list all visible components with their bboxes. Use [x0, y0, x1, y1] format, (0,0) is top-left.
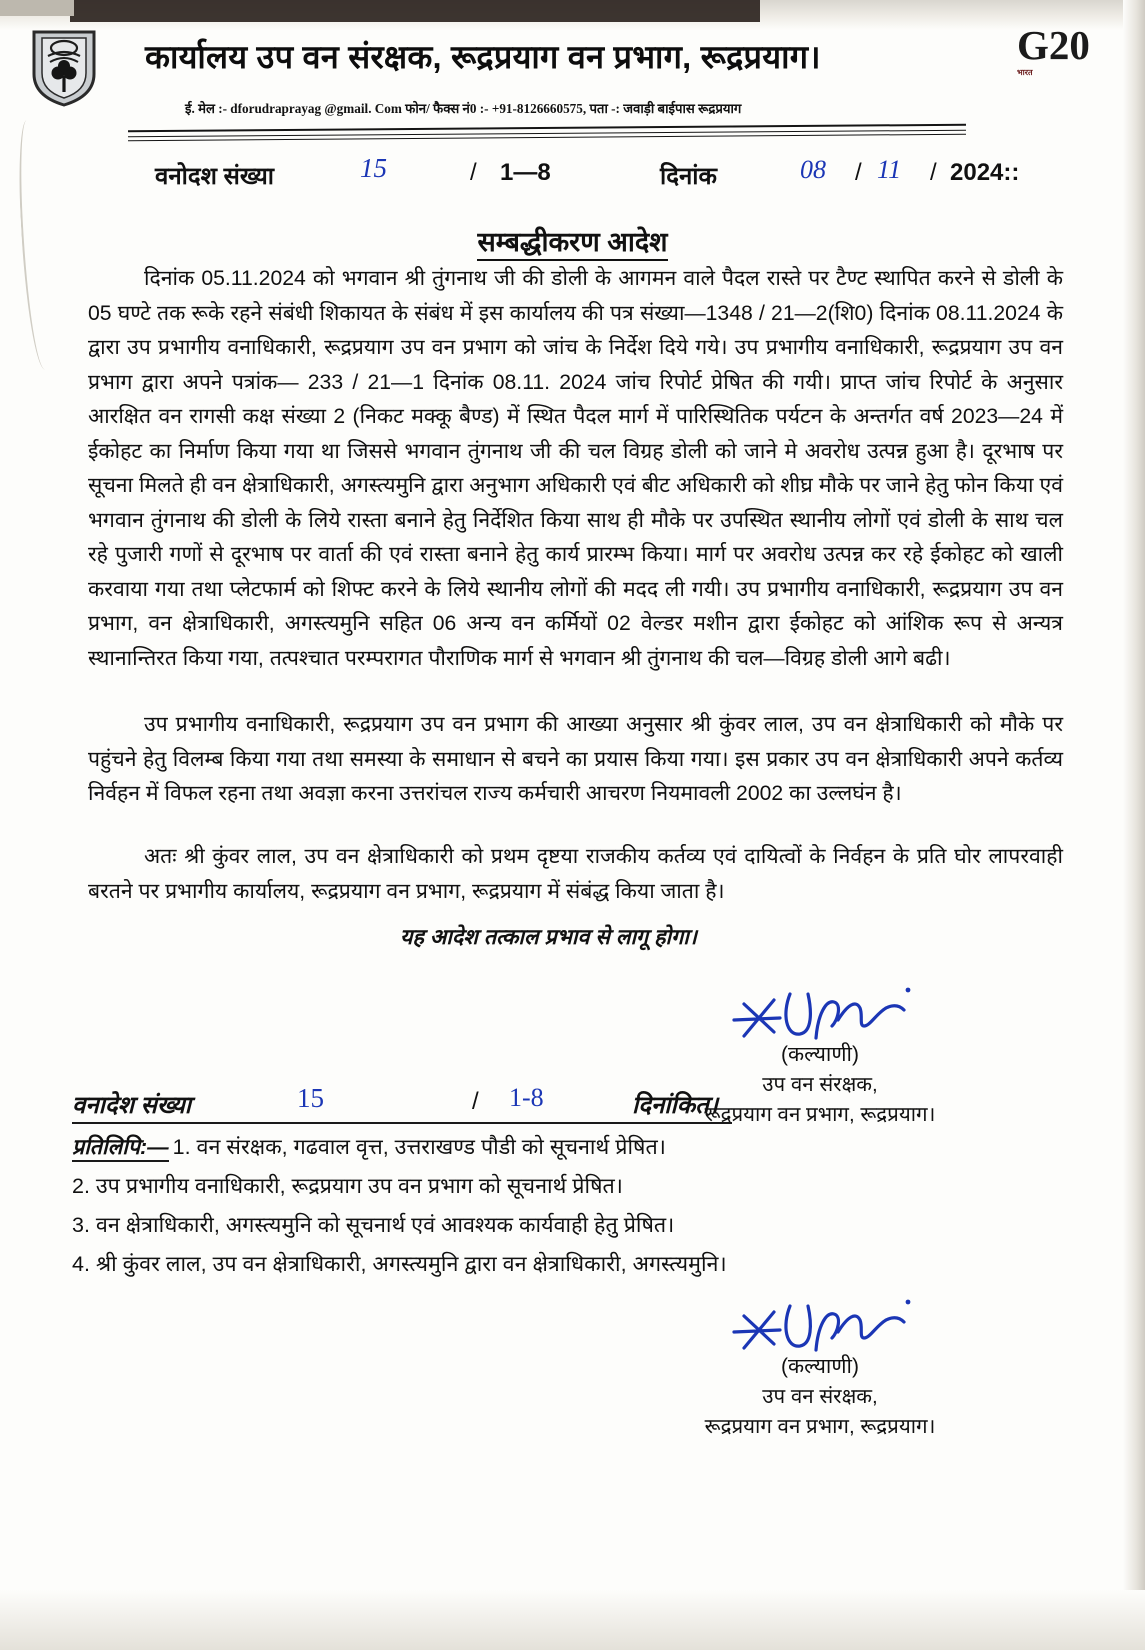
g20-logo: [1017, 22, 1137, 78]
reference2-slash: /: [472, 1088, 479, 1115]
scan-shadow-band-left: [0, 0, 74, 16]
office-contact-line: ई. मेल :- dforudraprayag @gmail. Com फोन/ फैक्स नं0 :- +91-8126660575, पता -: जवाड़ी बाईपास रूद्रप्रयाग: [185, 101, 742, 116]
scan-shadow-band: [70, 0, 760, 22]
list-item: [72, 1128, 1072, 1167]
paragraph-3: [88, 840, 1063, 909]
handwritten-signature-icon: [720, 980, 920, 1046]
signatory-division: रूद्रप्रयाग वन प्रभाग, रूद्रप्रयाग।: [704, 1103, 936, 1126]
reference-date-year: 2024::: [950, 159, 1020, 186]
paragraph-3-text: अतः श्री कुंवर लाल, उप वन क्षेत्राधिकारी को प्रथम दृष्टया राजकीय कर्तव्य एवं दायित्वों के निर्वहन के प्रति घोर लापरवाही बरतने पर प्रभागीय कार्यालय, रूद्रप्रयाग वन प्रभाग, रूद्रप्रयाग में संबंद्ध किया जाता है।: [88, 845, 1063, 903]
list-item: [72, 1206, 1072, 1245]
g20-logo-text: G20: [1017, 22, 1090, 68]
document-title: [0, 222, 1145, 259]
reference2-label: वनादेश संख्या: [72, 1092, 192, 1119]
copy-to-item-1: 1. वन संरक्षक, गढवाल वृत्त, उत्तराखण्ड पौडी को सूचनार्थ प्रेषित।: [172, 1135, 666, 1159]
list-item: [72, 1167, 1072, 1206]
signatory-designation: उप वन संरक्षक,: [762, 1385, 878, 1408]
reference2-dated: दिनांकित।: [632, 1092, 718, 1119]
reference-slash: /: [470, 159, 477, 186]
paragraph-2: [88, 708, 1063, 812]
reference-date-sep-1: /: [855, 159, 862, 186]
copy-to-item-4: 4. श्री कुंवर लाल, उप वन क्षेत्राधिकारी, अगस्त्यमुनि द्वारा वन क्षेत्राधिकारी, अगस्त्यमुनि।: [72, 1252, 727, 1276]
reference-date-label: दिनांक: [660, 163, 717, 190]
signatory-designation: उप वन संरक्षक,: [762, 1073, 878, 1096]
immediate-effect-note: यह आदेश तत्काल प्रभाव से लागू होगा।: [400, 925, 697, 949]
reference2-range: 1-8: [509, 1083, 544, 1112]
copy-to-heading: प्रतिलिपि:—: [72, 1135, 169, 1162]
signatory-name: (कल्याणी): [781, 1355, 859, 1378]
signature-block-secondary: [600, 1292, 1040, 1442]
handwritten-signature-icon: [720, 1292, 920, 1358]
reference2-number: 15: [297, 1083, 324, 1113]
header-divider: [128, 126, 966, 140]
reference-date-month: 11: [877, 155, 902, 184]
reference-number: 15: [360, 153, 387, 183]
office-title: कार्यालय उप वन संरक्षक, रूद्रप्रयाग वन प्रभाग, रूद्रप्रयाग।: [145, 39, 821, 75]
signatory-name: (कल्याणी): [781, 1043, 859, 1066]
scan-edge-bottom: [0, 1590, 1145, 1650]
reference-date-sep-2: /: [930, 159, 937, 186]
state-emblem-icon: [28, 26, 100, 108]
reference-row-footer: [72, 1083, 732, 1124]
paragraph-2-text: उप प्रभागीय वनाधिकारी, रूद्रप्रयाग उप वन प्रभाग की आख्या अनुसार श्री कुंवर लाल, उप वन क्षेत्राधिकारी को मौके पर पहुंचने हेतु विलम्ब किया गया तथा समस्या के समाधान से बचने का प्रयास किया गया। इस प्रकार उप वन क्षेत्राधिकारी अपने कर्तव्य निर्वहन में विफल रहना तथा अवज्ञा करना उत्तरांचल राज्य कर्मचारी आचरण नियमावली 2002 का उल्लघंन है।: [88, 713, 1063, 805]
reference-label: वनोदश संख्या: [155, 163, 275, 190]
g20-logo-subtext: भारत: [1017, 67, 1033, 77]
reference-row: [155, 155, 1035, 191]
copy-to-item-2: 2. उप प्रभागीय वनाधिकारी, रूद्रप्रयाग उप वन प्रभाग को सूचनार्थ प्रेषित।: [72, 1174, 623, 1198]
signatory-division: रूद्रप्रयाग वन प्रभाग, रूद्रप्रयाग।: [704, 1415, 936, 1438]
reference-range: 1—8: [500, 159, 551, 186]
paragraph-1-text: दिनांक 05.11.2024 को भगवान श्री तुंगनाथ जी की डोली के आगमन वाले पैदल रास्ते पर टैण्ट स्थापित करने से डोली के 05 घण्टे तक रूके रहने संबंधी शिकायत के संबंध में इस कार्यालय की पत्र संख्या—1348 / 21—2(शि0) दिनांक 08.11.2024 के द्वारा उप प्रभागीय वनाधिकारी, रूद्रप्रयाग उप वन प्रभाग को जांच के निर्देश दिये गये। उप प्रभागीय वनाधिकारी, रूद्रप्रयाग उप वन प्रभाग द्वारा अपने पत्रांक— 233 / 21—1 दिनांक 08.11. 2024 जांच रिपोर्ट प्रेषित की गयी। प्राप्त जांच रिपोर्ट के अनुसार आरक्षित वन रागसी कक्ष संख्या 2 (निकट मक्कू बैण्ड) में स्थित पैदल मार्ग में पारिस्थितिक पर्यटन के अन्तर्गत वर्ष 2023—24 में ईकोहट का निर्माण किया गया था जिससे भगवान तुंगनाथ जी की चल विग्रह डोली को जाने मे अवरोध उत्पन्न हुआ है। दूरभाष पर सूचना मिलते ही वन क्षेत्राधिकारी, अगस्त्यमुनि द्वारा अनुभाग अधिकारी एवं बीट अधिकारी को शीघ्र मौके पर जाने हेतु फोन किया एवं भगवान तुंगनाथ की डोली के लिये रास्ता बनाने हेतु निर्देशित किया साथ ही मौके पर उपस्थित स्थानीय लोगों एवं डोली के साथ चल रहे पुजारी गणों से दूरभाष पर वार्ता की एवं रास्ता बनाने हेतु कार्य प्रारम्भ किया। मार्ग पर अवरोध उत्पन्न कर रहे ईकोहट को खाली करवाया गया तथा प्लेटफार्म को शिफ्ट करने के लिये स्थानीय लोगों की मदद ली गयी। उप प्रभागीय वनाधिकारी, रूद्रप्रयाग उप वन प्रभाग, वन क्षेत्राधिकारी, अगस्त्यमुनि सहित 06 अन्य वन कर्मियों 02 वेल्डर मशीन द्वारा ईकोहट को आंशिक रूप से अन्यत्र स्थानान्तिरत किया गया, तत्पश्चात परम्परागत पौराणिक मार्ग से भगवान श्री तुंगनाथ की चल—विग्रह डोली आगे बढी।: [88, 267, 1063, 670]
list-item: [72, 1245, 1072, 1284]
copy-to-item-3: 3. वन क्षेत्राधिकारी, अगस्त्यमुनि को सूचनार्थ एवं आवश्यक कार्यवाही हेतु प्रेषित।: [72, 1213, 675, 1237]
reference-date-day: 08: [800, 155, 826, 184]
copy-to-list: [72, 1128, 1072, 1284]
paragraph-1: [88, 262, 1063, 676]
document-title-text: सम्बद्धीकरण आदेश: [477, 227, 667, 261]
